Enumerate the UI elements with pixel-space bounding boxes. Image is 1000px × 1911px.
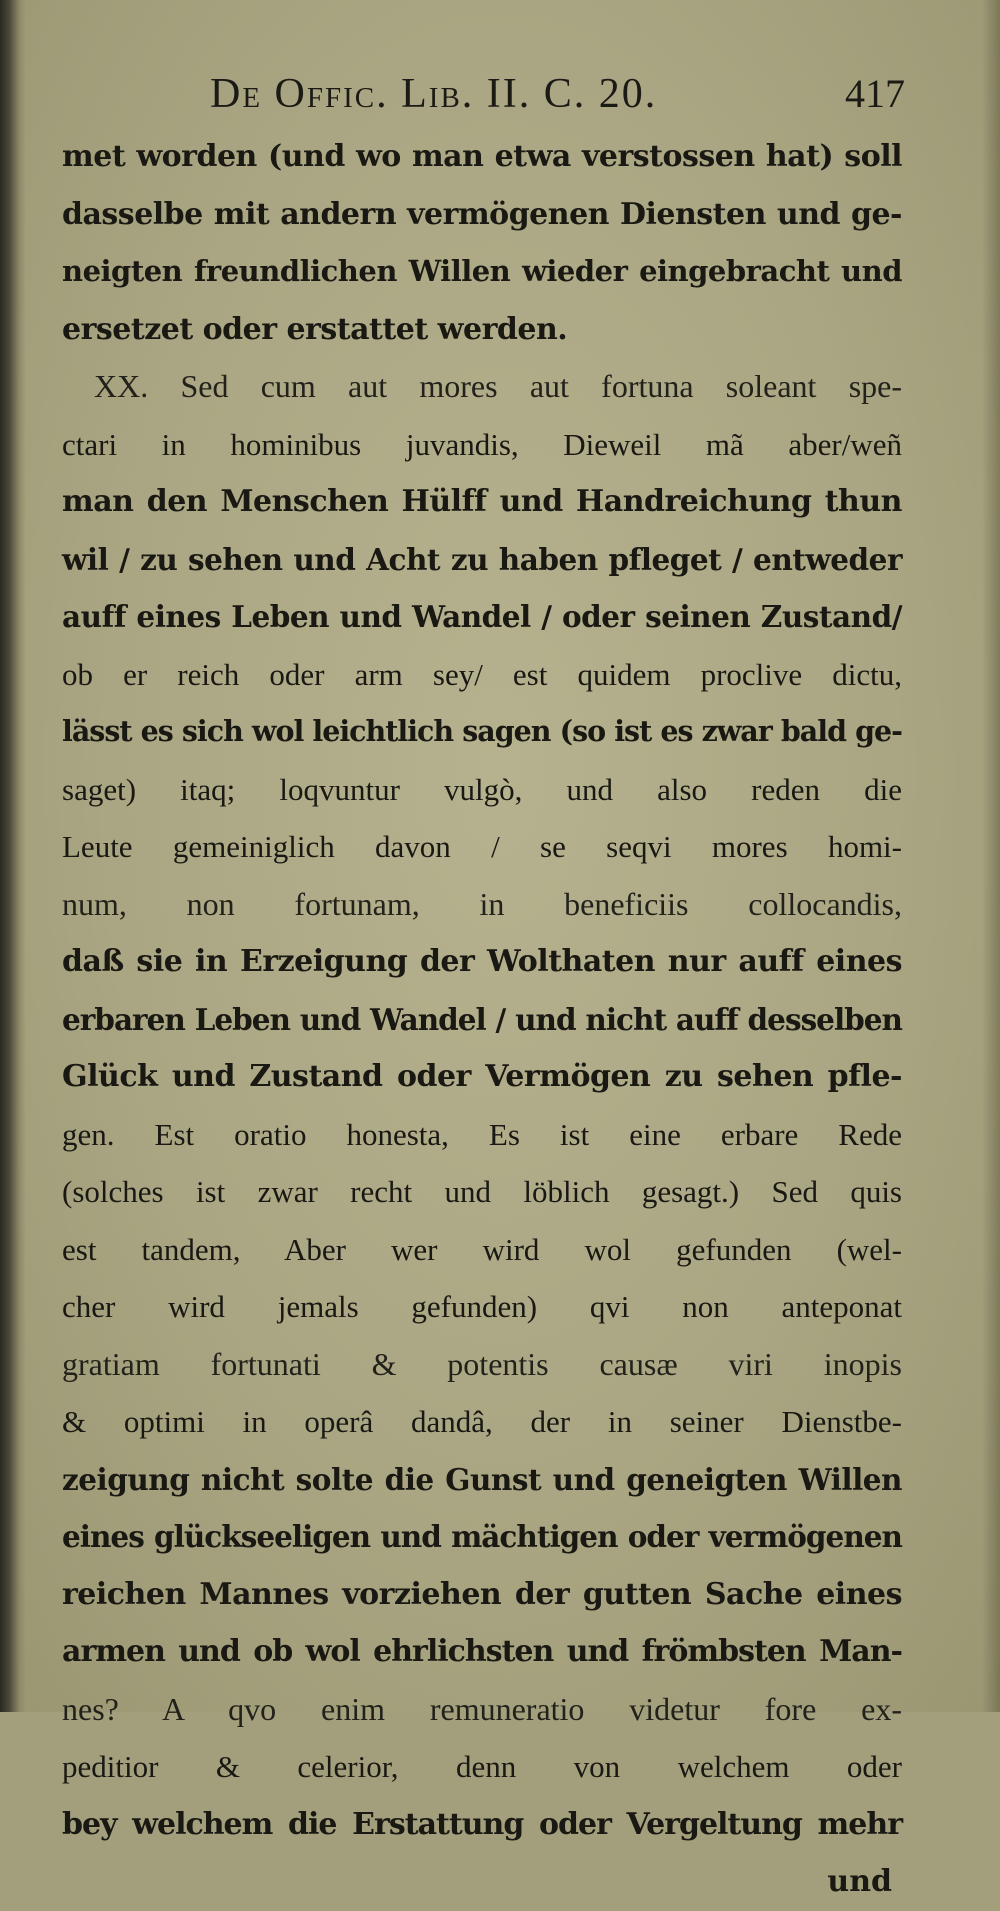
- text-line: & optimi in operâ dandâ, der in seiner Dienstbe-: [62, 1404, 902, 1439]
- text-line: bey welchem die Erstattung oder Vergeltung mehr: [62, 1806, 902, 1842]
- text-line: reichen Mannes vorziehen der gutten Sache eines: [62, 1576, 902, 1612]
- text-line: ctari in hominibus juvandis, Dieweil mã aber/weñ: [62, 426, 902, 462]
- text-line: peditior & celerior, denn von welchem oder: [62, 1749, 902, 1784]
- text-line: est tandem, Aber wer wird wol gefunden (wel-: [62, 1231, 902, 1267]
- text-line: cher wird jemals gefunden) qvi non anteponat: [62, 1289, 902, 1324]
- text-line: met worden (und wo man etwa verstossen hat) soll: [62, 139, 902, 174]
- catchword: und: [827, 1864, 892, 1899]
- page-number: 417: [845, 71, 905, 116]
- page-edge: [982, 0, 1000, 1712]
- text-line: Glück und Zustand oder Vermögen zu sehen pfle-: [62, 1059, 902, 1094]
- text-line: num, non fortunam, in beneficiis collocandis,: [62, 885, 902, 922]
- text-line: lässt es sich wol leichtlich sagen (so ist es zwar bald ge-: [62, 714, 902, 748]
- text-line: nes? A qvo enim remuneratio videtur fore ex-: [62, 1690, 902, 1727]
- text-line: auff eines Leben und Wandel / oder seinen Zustand/: [62, 599, 902, 634]
- running-title: De Offic. Lib. II. C. 20.: [210, 71, 658, 117]
- text-line: wil / zu sehen und Acht zu haben pfleget / entweder: [62, 541, 902, 577]
- text-line: dasselbe mit andern vermögenen Diensten und ge-: [62, 196, 902, 232]
- text-line: Leute gemeiniglich davon / se seqvi mores homi-: [62, 829, 902, 864]
- text-line: XX. Sed cum aut mores aut fortuna soleant spe-: [94, 368, 902, 404]
- text-line: armen und ob wol ehrlichsten und frömbsten Man-: [62, 1634, 902, 1669]
- text-line: eines glückseeligen und mächtigen oder vermögenen: [62, 1519, 902, 1554]
- running-header: [210, 70, 905, 118]
- text-line: man den Menschen Hülff und Handreichung thun: [62, 484, 902, 519]
- text-line: saget) itaq; loqvuntur vulgò, und also reden die: [62, 771, 902, 807]
- text-line: ob er reich oder arm sey/ est quidem proclive dictu,: [62, 656, 902, 692]
- text-line: neigten freundlichen Willen wieder eingebracht und: [62, 254, 902, 288]
- text-line: erbaren Leben und Wandel / und nicht auff desselben: [62, 1001, 902, 1037]
- text-line: daß sie in Erzeigung der Wolthaten nur auff eines: [62, 944, 902, 979]
- body-text: [62, 128, 902, 1911]
- binding-gutter: [0, 0, 26, 1712]
- text-line: zeigung nicht solte die Gunst und geneigten Willen: [62, 1461, 902, 1497]
- text-line: ersetzet oder erstattet werden.: [62, 311, 568, 347]
- text-line: (solches ist zwar recht und löblich gesagt.) Sed quis: [62, 1174, 902, 1209]
- text-line: gratiam fortunati & potentis causæ viri inopis: [62, 1345, 902, 1382]
- text-line: gen. Est oratio honesta, Es ist eine erbare Rede: [62, 1116, 902, 1152]
